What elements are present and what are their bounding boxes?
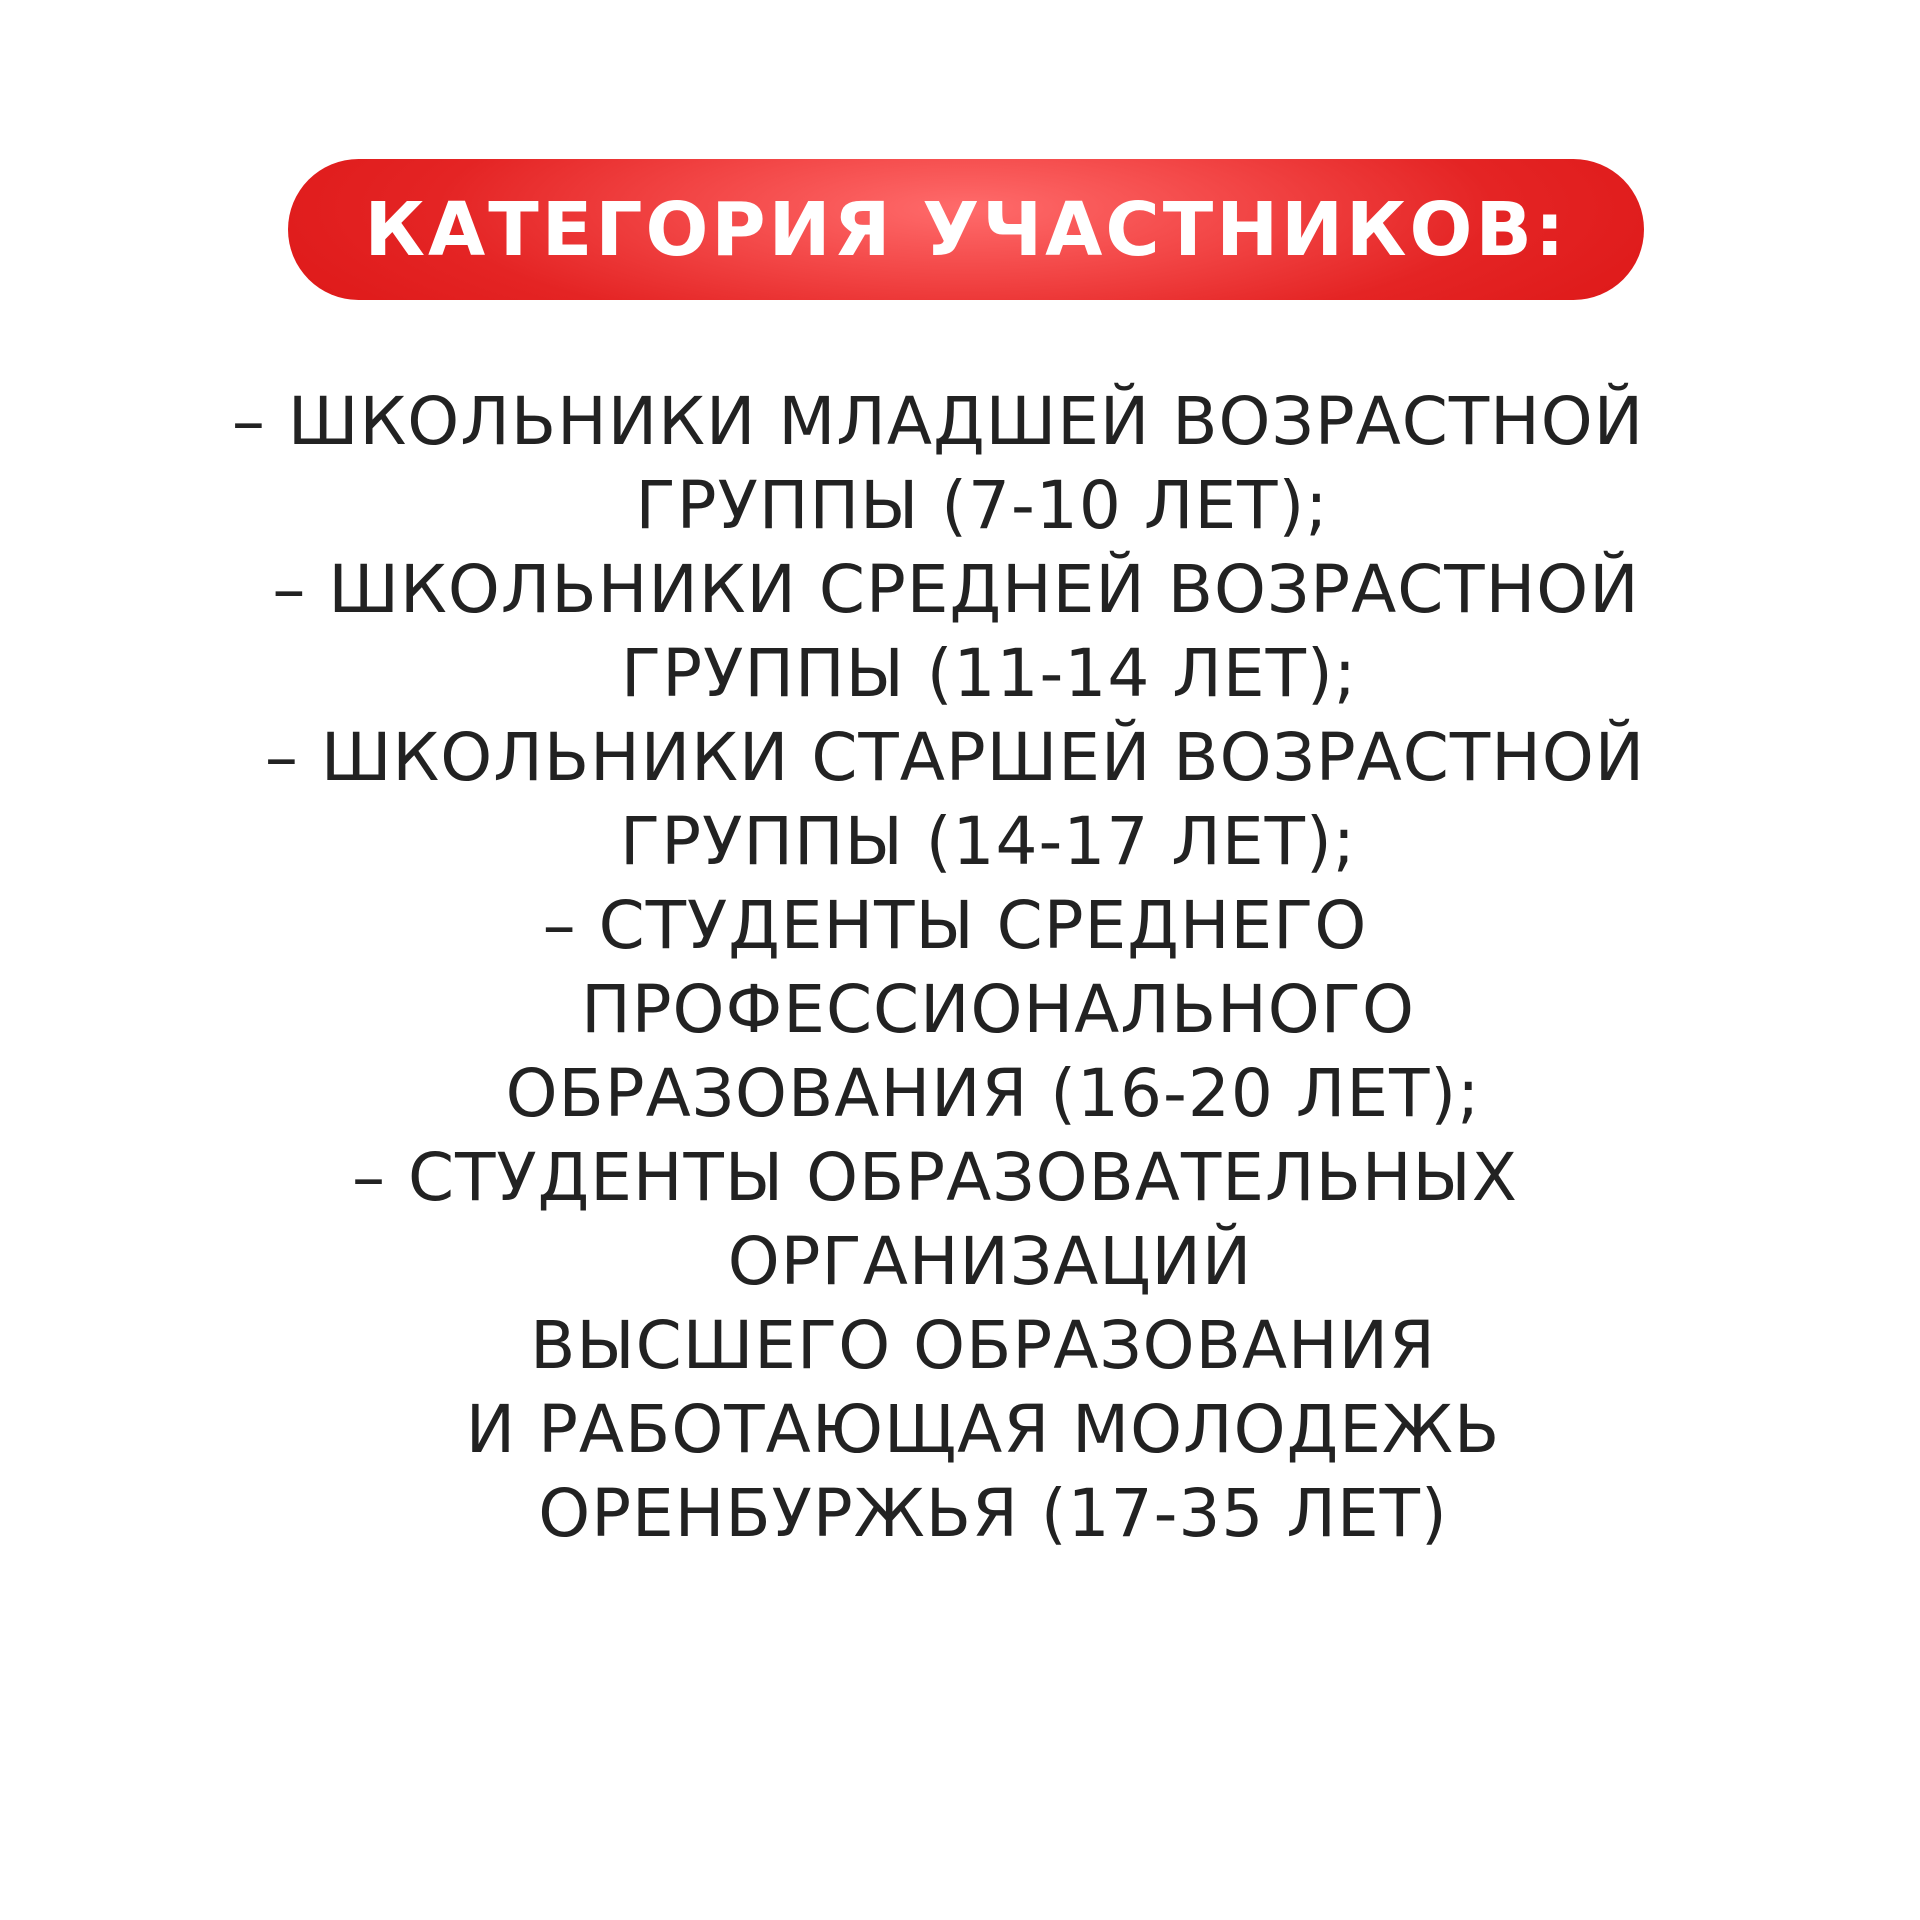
title-banner [288,159,1644,300]
category-line: ОБРАЗОВАНИЯ (16-20 ЛЕТ); [505,1055,1481,1132]
category-line: ОРЕНБУРЖЬЯ (17-35 ЛЕТ) [538,1475,1448,1552]
category-line: ГРУППЫ (11-14 ЛЕТ); [621,635,1357,712]
category-line: – СТУДЕНТЫ ОБРАЗОВАТЕЛЬНЫХ [352,1139,1518,1216]
title-text: КАТЕГОРИЯ УЧАСТНИКОВ: [364,186,1568,273]
category-line: ОРГАНИЗАЦИЙ [727,1223,1253,1300]
category-line: – ШКОЛЬНИКИ МЛАДШЕЙ ВОЗРАСТНОЙ [231,383,1645,460]
category-line: – ШКОЛЬНИКИ СТАРШЕЙ ВОЗРАСТНОЙ [264,719,1646,796]
category-line: – СТУДЕНТЫ СРЕДНЕГО [542,887,1368,964]
category-line: И РАБОТАЮЩАЯ МОЛОДЕЖЬ [465,1391,1501,1468]
category-line: ПРОФЕССИОНАЛЬНОГО [581,971,1415,1048]
category-line: ГРУППЫ (7-10 ЛЕТ); [635,467,1329,544]
category-line: – ШКОЛЬНИКИ СРЕДНЕЙ ВОЗРАСТНОЙ [272,551,1640,628]
category-line: ВЫСШЕГО ОБРАЗОВАНИЯ [530,1307,1436,1384]
category-line: ГРУППЫ (14-17 ЛЕТ); [620,803,1356,880]
